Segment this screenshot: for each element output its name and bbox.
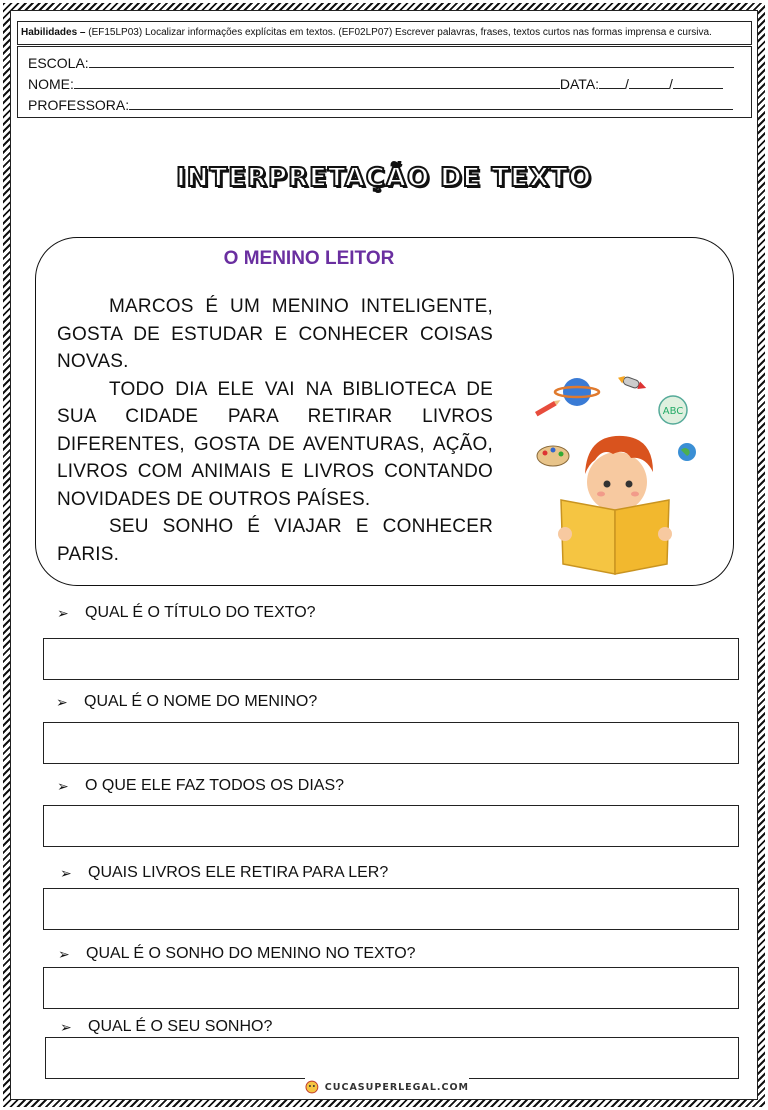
story-title: O MENINO LEITOR [223,248,395,269]
answer-box-3[interactable] [43,805,739,847]
question-3 [57,777,344,795]
arrow-bullet-icon: ➢ [57,604,69,621]
escola-line [28,53,751,74]
rocket-icon [617,374,648,392]
question-6-text: QUAL É O SEU SONHO? [88,1018,273,1035]
question-4-text: QUAIS LIVROS ELE RETIRA PARA LER? [88,864,389,881]
arrow-bullet-icon: ➢ [60,864,72,881]
story-paragraph-1: MARCOS É UM MENINO INTELIGENTE, GOSTA DE ESTUDAR E CONHECER COISAS NOVAS. [57,296,493,372]
question-5 [58,945,416,963]
arrow-bullet-icon: ➢ [58,945,70,962]
planet-icon [555,378,599,406]
data-sep-2: / [668,76,673,92]
globe-icon [678,443,696,461]
question-2-text: QUAL É O NOME DO MENINO? [84,693,318,710]
footer-text: CUCASUPERLEGAL.COM [324,1081,469,1093]
boy-reading-illustration [525,362,705,582]
question-3-text: O QUE ELE FAZ TODOS OS DIAS? [85,777,345,794]
arrow-bullet-icon: ➢ [56,693,68,710]
nome-field[interactable] [74,74,560,89]
data-label: DATA: [559,76,600,92]
story-paragraph-3: SEU SONHO É VIAJAR E CONHECER PARIS. [57,516,493,565]
escola-label: ESCOLA: [28,55,89,71]
question-2 [56,693,317,711]
professora-field[interactable] [129,95,733,110]
story-text [57,293,493,568]
answer-box-1[interactable] [43,638,739,680]
data-year-field[interactable] [673,74,723,89]
page-title: INTERPRETAÇÃO DE TEXTO [176,163,592,193]
data-day-field[interactable] [599,74,625,89]
professora-label: PROFESSORA: [28,97,130,113]
skills-bar [17,21,752,45]
book-icon [558,500,672,574]
nome-line [28,74,751,95]
arrow-bullet-icon: ➢ [57,777,69,794]
answer-box-5[interactable] [43,967,739,1009]
nome-label: NOME: [28,76,74,92]
palette-icon [537,446,569,466]
professora-line [28,95,751,116]
arrow-bullet-icon: ➢ [60,1018,72,1035]
pencil-icon [535,398,562,416]
escola-field[interactable] [89,53,734,68]
boy-icon [585,436,653,512]
data-sep-1: / [625,76,629,92]
question-1 [57,604,316,622]
question-5-text: QUAL É O SONHO DO MENINO NO TEXTO? [86,945,416,962]
data-month-field[interactable] [629,74,669,89]
answer-box-4[interactable] [43,888,739,930]
abc-icon [659,396,687,424]
footer-brand [305,1076,469,1098]
mascot-logo-icon [305,1080,319,1094]
answer-box-6[interactable] [45,1037,739,1079]
story-paragraph-2: TODO DIA ELE VAI NA BIBLIOTECA DE SUA CIDADE PARA RETIRAR LIVROS DIFERENTES, GOSTA DE AVENTURAS, AÇÃO, LIVROS COM ANIMAIS E LIVROS CONTANDO NOVIDADES DE OUTROS PAÍSES. [57,378,493,510]
question-6 [60,1018,272,1036]
svg-text:ABC: ABC [662,406,684,417]
question-1-text: QUAL É O TÍTULO DO TEXTO? [85,604,316,621]
skills-text: (EF15LP03) Localizar informações explícitas em textos. (EF02LP07) Escrever palavras, frases, textos curtos nas formas imprensa e cursiva. [88,27,712,38]
answer-box-2[interactable] [43,722,739,764]
skills-label: Habilidades – [21,27,86,38]
student-info-box [17,46,752,118]
question-4 [60,864,388,882]
